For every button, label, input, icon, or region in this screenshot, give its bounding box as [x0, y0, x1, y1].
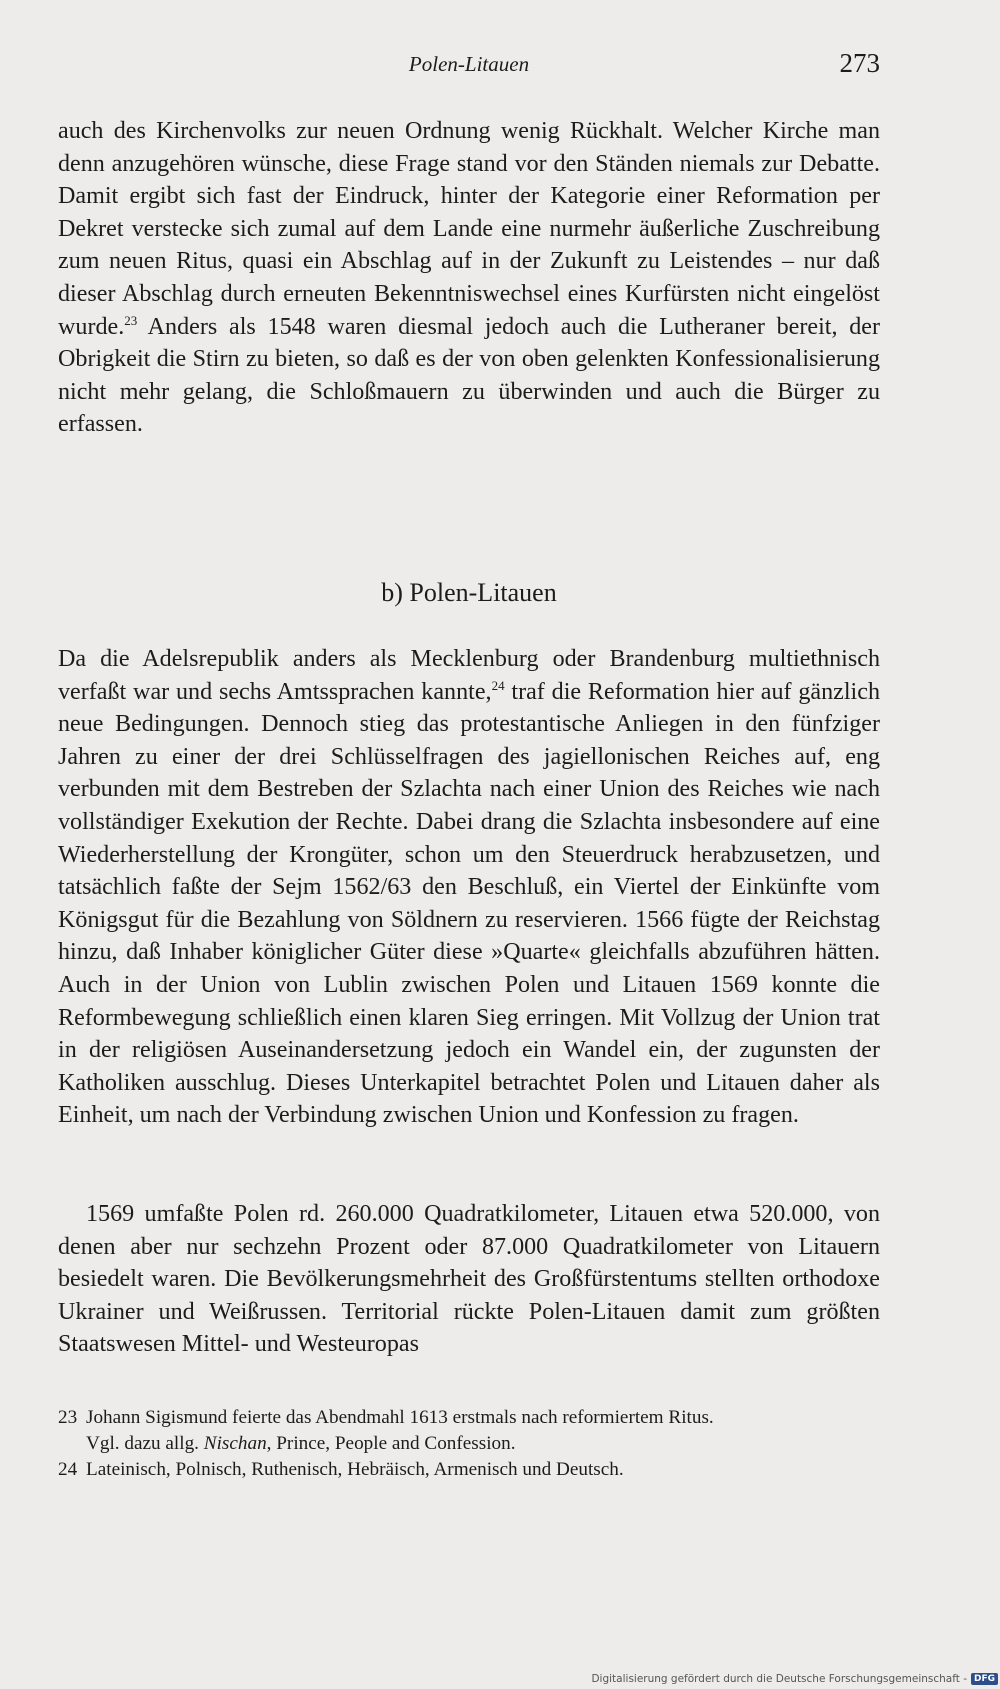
footnote-23 — [58, 1405, 880, 1457]
page-number: 273 — [839, 48, 880, 78]
footnote-text-line2 — [86, 1431, 880, 1457]
credit-text: Digitalisierung gefördert durch die Deutsche Forschungsgemeinschaft - — [591, 1673, 967, 1685]
footnote-ref-23[interactable]: 23 — [124, 312, 138, 328]
body-paragraph-1 — [58, 115, 880, 441]
footnote-text: , Prince, People and Confession. — [266, 1433, 516, 1454]
footnote-number: 24 — [58, 1459, 78, 1480]
footnote-24 — [58, 1457, 880, 1483]
body-paragraph-2 — [58, 643, 880, 1132]
paragraph-text: Anders als 1548 waren diesmal jedoch auch die Lutheraner bereit, der Obrigkeit die Stirn zu bieten, so daß es der von oben gelenkten Konfessionalisierung nicht mehr gelang, die Schloßmauern zu überwinden und auch die Bürger zu erfassen. — [58, 313, 880, 438]
running-title: Polen-Litauen — [408, 52, 530, 76]
footnotes — [58, 1405, 880, 1483]
paragraph-text: auch des Kirchenvolks zur neuen Ordnung wenig Rückhalt. Welcher Kirche man denn anzugehören wünsche, diese Frage stand vor den Ständen niemals zur Debatte. Damit ergibt sich fast der Eindruck, hinter der Kategorie einer Reformation per Dekret verstecke sich zumal auf dem Lande eine nurmehr äußerliche Zuschreibung zum neuen Ritus, quasi ein Abschlag auf in der Zukunft zu Leistendes – nur daß dieser Abschlag durch erneuten Bekenntniswechsel eines Kurfürsten nicht eingelöst wurde. — [58, 118, 880, 340]
paragraph-text: Da die Adelsrepublik anders als Mecklenburg oder Brandenburg multiethnisch verfaßt war und sechs Amtssprachen kannte, — [58, 646, 880, 705]
body-paragraph-3: 1569 umfaßte Polen rd. 260.000 Quadratkilometer, Litauen etwa 520.000, von denen aber nur sechzehn Prozent oder 87.000 Quadratkilometer von Litauern besiedelt waren. Die Bevölkerungsmehrheit des Großfürstentums stellten orthodoxe Ukrainer und Weißrussen. Territorial rückte Polen-Litauen damit zum größten Staatswesen Mittel- und Westeuropas — [58, 1201, 880, 1358]
dfg-logo: DFG — [971, 1673, 998, 1685]
running-head — [58, 48, 880, 82]
footnote-ref-24[interactable]: 24 — [491, 677, 505, 693]
digitization-credit — [591, 1671, 998, 1687]
footnote-number: 23 — [58, 1407, 78, 1428]
footnote-text: Vgl. dazu allg. — [86, 1433, 204, 1454]
paragraph-text: traf die Reformation hier auf gänzlich neue Bedingungen. Dennoch stieg das protestantische Anliegen in den fünfziger Jahren zu einer der drei Schlüsselfragen des jagiellonischen Reiches auf, eng verbunden mit dem Bestreben der Szlachta nach einer Union des Reiches wie nach vollständiger Exekution der Rechte. Dabei drang die Szlachta insbesondere auf eine Wiederherstellung der Krongüter, schon um den Steuerdruck herabzusetzen, und tatsächlich faßte der Sejm 1562/63 den Beschluß, ein Viertel der Einkünfte vom Königsgut für die Bezahlung von Söldnern zu reservieren. 1566 fügte der Reichstag hinzu, daß Inhaber königlicher Güter diese »Quarte« gleichfalls abzuführen hätten. Auch in der Union von Lublin zwischen Polen und Litauen 1569 konnte die Reformbewegung schließlich einen klaren Sieg erringen. Mit Vollzug der Union trat in der religiösen Auseinandersetzung jedoch ein Wandel ein, der zugunsten der Katholiken ausschlug. Dieses Unterkapitel betrachtet Polen und Litauen daher als Einheit, um nach der Verbindung zwischen Union und Konfession zu fragen. — [58, 678, 880, 1129]
footnote-text: Johann Sigismund feierte das Abendmahl 1613 erstmals nach reformiertem Ritus. — [86, 1407, 714, 1428]
footnote-text: Lateinisch, Polnisch, Ruthenisch, Hebräisch, Armenisch und Deutsch. — [86, 1459, 624, 1480]
footnote-author: Nischan — [203, 1433, 267, 1454]
section-heading: b) Polen-Litauen — [381, 578, 557, 607]
